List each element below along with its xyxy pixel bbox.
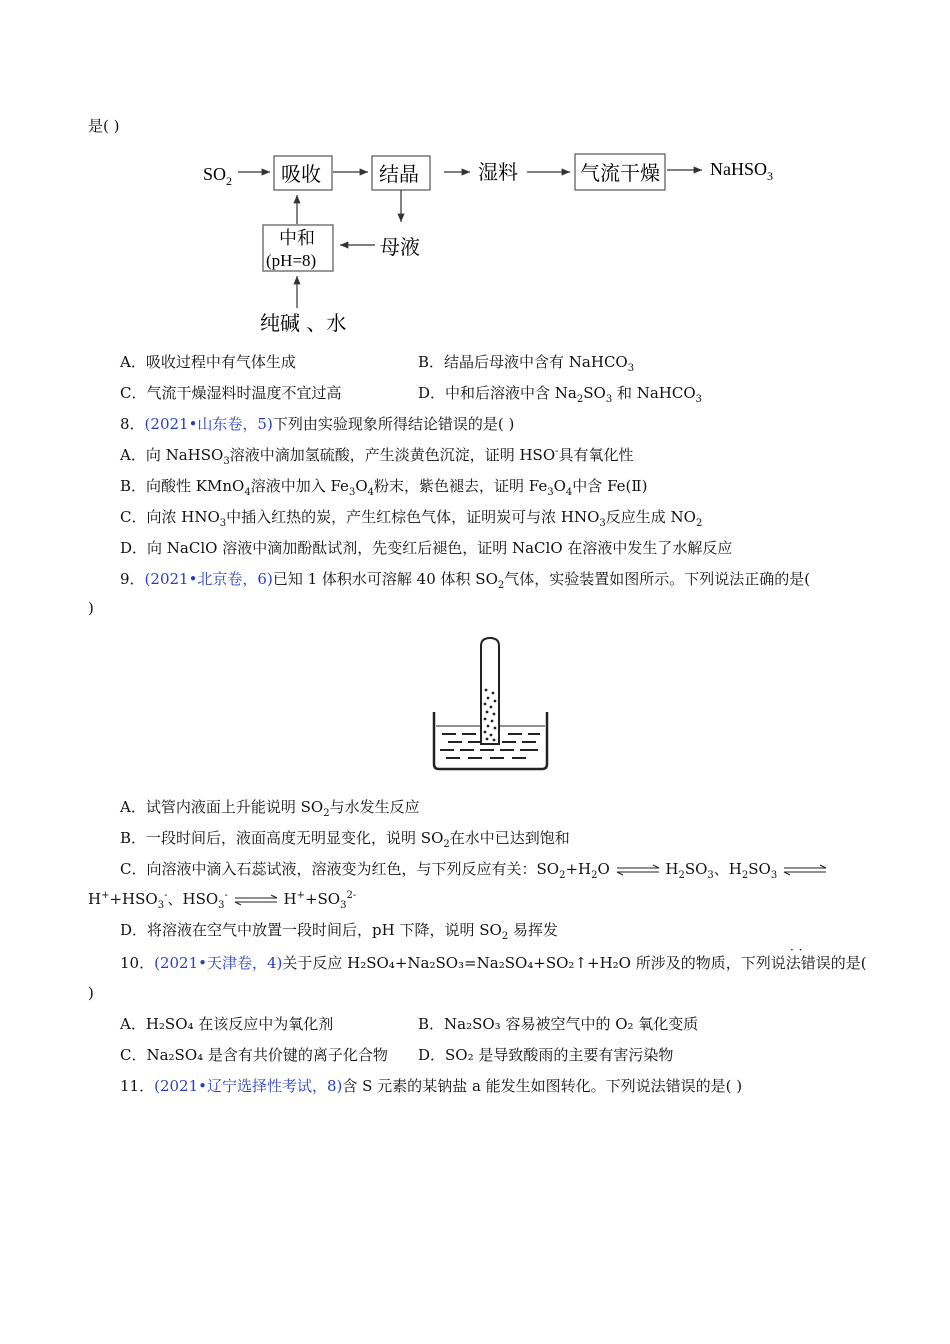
q8-option-a: A．向 NaHSO$_3$溶液中滴加氢硫酸，产生淡黄色沉淀，证明 HSO-具有氧化性: [120, 446, 634, 467]
q10-stem-close: ): [88, 984, 94, 1002]
q9-option-b: B．一段时间后，液面高度无明显变化，说明 $SO_2$在水中已达到饱和: [120, 829, 570, 850]
flow-crystal: 结晶: [379, 162, 419, 186]
flow-neutralize-2: (pH=8): [266, 251, 317, 270]
q7-option-d: D．中和后溶液中含 $Na_2SO_3$ 和 NaHCO$_3$: [418, 384, 703, 405]
equilibrium-arrow: [615, 864, 661, 876]
flow-dry: 气流干燥: [580, 161, 660, 185]
q10-option-b: B．Na₂SO₃ 容易被空气中的 O₂ 氧化变质: [418, 1015, 699, 1033]
q8-option-d: D．向 NaClO 溶液中滴加酚酞试剂，先变红后褪色，证明 NaClO 在溶液中发生了水解反应: [120, 539, 733, 557]
q9-option-c-line2: $H^++HSO_3^-$、$HSO_3^-$ $H^++SO_3^{2-}$: [88, 890, 357, 911]
equilibrium-arrow: [782, 864, 828, 876]
flow-wet: 湿料: [478, 160, 518, 184]
q7-option-c: C．气流干燥湿料时温度不宜过高: [120, 384, 342, 402]
flow-neutralize-1: 中和: [279, 228, 315, 249]
flow-so2: $SO_2$: [203, 164, 233, 188]
equilibrium-arrow: [233, 894, 279, 906]
q8-option-c: C．向浓 $HNO_3$中插入红热的炭，产生红棕色气体，证明炭可与浓 $HNO_3$反应生成 $NO_2$: [120, 508, 703, 529]
flow-soda: 纯碱 、水: [260, 311, 347, 335]
q8-option-b: B．向酸性 KMnO$_4$溶液中加入 $Fe_3O_4$粉末，紫色褪去，证明 $Fe_3O_4$中含 Fe(Ⅱ): [120, 477, 648, 498]
flow-mother: 母液: [380, 235, 420, 259]
q9-stem: 9．(2021•北京卷，6)已知 1 体积水可溶解 40 体积 $SO_2$气体，实验装置如图所示。下列说法正确的是(: [120, 570, 811, 591]
q9-stem-close: ): [88, 599, 94, 617]
q8-stem: 8．(2021•山东卷，5)下列由实验现象所得结论错误的是( ): [120, 415, 515, 433]
q10-stem: 10．(2021•天津卷，4)关于反应 H₂SO₄+Na₂SO₃=Na₂SO₄+SO₂↑+H₂O 所涉及的物质，下列说法错误的是(: [120, 954, 867, 972]
q7-option-a: A．吸收过程中有气体生成: [120, 353, 296, 371]
q11-stem: 11．(2021•辽宁选择性考试，8)含 S 元素的某钠盐 a 能发生如图转化。下列说法错误的是( ): [120, 1077, 743, 1095]
q9-option-d: D．将溶液在空气中放置一段时间后，pH 下降，说明 $SO_2$ 易挥发: [120, 921, 558, 942]
q7-option-b: B．结晶后母液中含有 NaHCO$_3$: [418, 353, 635, 374]
test-tube-figure: [430, 636, 560, 776]
q10-option-c: C．Na₂SO₄ 是含有共价键的离子化合物: [120, 1046, 388, 1064]
flow-absorb: 吸收: [281, 162, 321, 186]
emphasis-dots: · ·: [790, 943, 803, 957]
q9-option-c: C．向溶液中滴入石蕊试液，溶液变为红色，与下列反应有关：$SO_2+H_2O$ $H_2SO_3$、$H_2SO_3$: [120, 859, 828, 879]
q9-option-a: A．试管内液面上升能说明 $SO_2$与水发生反应: [120, 798, 420, 819]
flow-diagram: [0, 140, 950, 380]
q7-stem-tail: 是( ): [88, 117, 120, 135]
q10-option-d: D．SO₂ 是导致酸雨的主要有害污染物: [418, 1046, 674, 1064]
q10-option-a: A．H₂SO₄ 在该反应中为氧化剂: [120, 1015, 334, 1033]
flow-product: NaHSO$_3$: [710, 159, 773, 183]
